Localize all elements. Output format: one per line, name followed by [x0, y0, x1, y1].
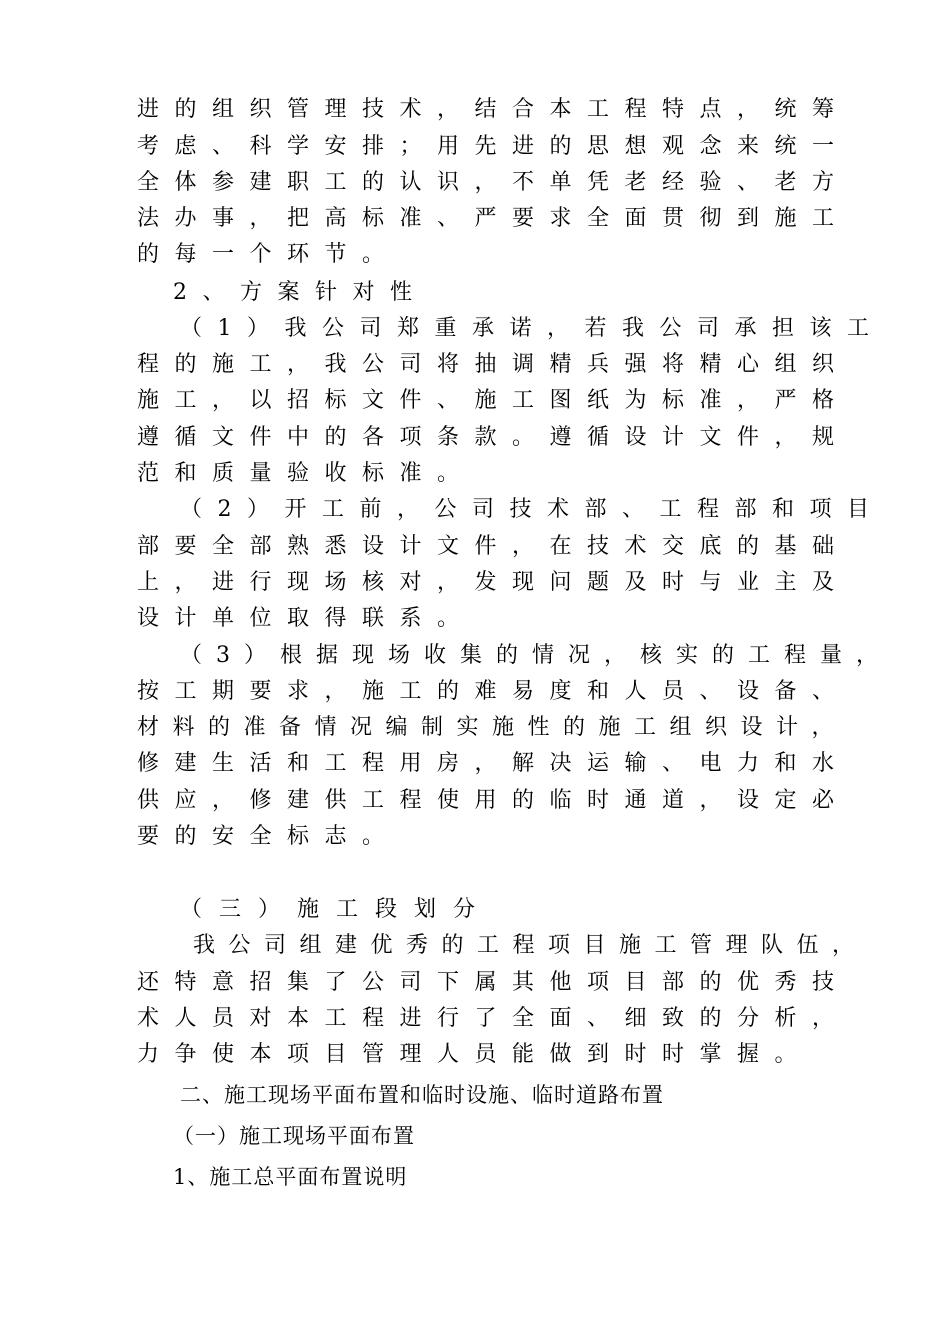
paragraph-line: （3）根据现场收集的情况，核实的工程量， [180, 643, 892, 668]
paragraph-line: 供应，修建供工程使用的临时通道，设定必 [137, 788, 850, 813]
paragraph-line: 施工，以招标文件、施工图纸为标准，严格 [137, 388, 850, 413]
paragraph-line: 的每一个环节。 [137, 242, 400, 267]
paragraph-line: （1）我公司郑重承诺，若我公司承担该工 [180, 316, 885, 341]
paragraph-line: 术人员对本工程进行了全面、细致的分析， [137, 1006, 850, 1031]
paragraph-line: 按工期要求，施工的难易度和人员、设备、 [137, 679, 850, 704]
chapter-heading: 二、施工现场平面布置和临时设施、临时道路布置 [180, 1083, 664, 1107]
subsection-heading: 1、施工总平面布置说明 [173, 1165, 408, 1189]
section-heading: 2、方案针对性 [173, 280, 428, 305]
paragraph-line: 力争使本项目管理人员能做到时时掌握。 [137, 1042, 813, 1067]
paragraph-line: 还特意招集了公司下属其他项目部的优秀技 [137, 970, 850, 995]
section-heading: （三）施工段划分 [180, 897, 493, 922]
paragraph-line: 上，进行现场核对，发现问题及时与业主及 [137, 570, 850, 595]
paragraph-line: 全体参建职工的认识，不单凭老经验、老方 [137, 170, 850, 195]
paragraph-line: 法办事，把高标准、严要求全面贯彻到施工 [137, 206, 850, 231]
paragraph-line: 我公司组建优秀的工程项目施工管理队伍， [193, 933, 868, 958]
paragraph-line: 考虑、科学安排；用先进的思想观念来统一 [137, 134, 850, 159]
paragraph-line: 要的安全标志。 [137, 824, 400, 849]
paragraph-line: 遵循文件中的各项条款。遵循设计文件，规 [137, 425, 850, 450]
paragraph-line: 材料的准备情况编制实施性的施工组织设计， [137, 715, 848, 740]
paragraph-line: 部要全部熟悉设计文件，在技术交底的基础 [137, 534, 850, 559]
paragraph-line: 修建生活和工程用房，解决运输、电力和水 [137, 751, 850, 776]
paragraph-line: 范和质量验收标准。 [137, 461, 475, 486]
paragraph-line: 进的组织管理技术，结合本工程特点，统筹 [137, 97, 850, 122]
paragraph-line: 设计单位取得联系。 [137, 606, 475, 631]
paragraph-line: 程的施工，我公司将抽调精兵强将精心组织 [137, 352, 850, 377]
section-heading: （一）施工现场平面布置 [173, 1124, 415, 1148]
paragraph-line: （2）开工前，公司技术部、工程部和项目 [180, 497, 885, 522]
